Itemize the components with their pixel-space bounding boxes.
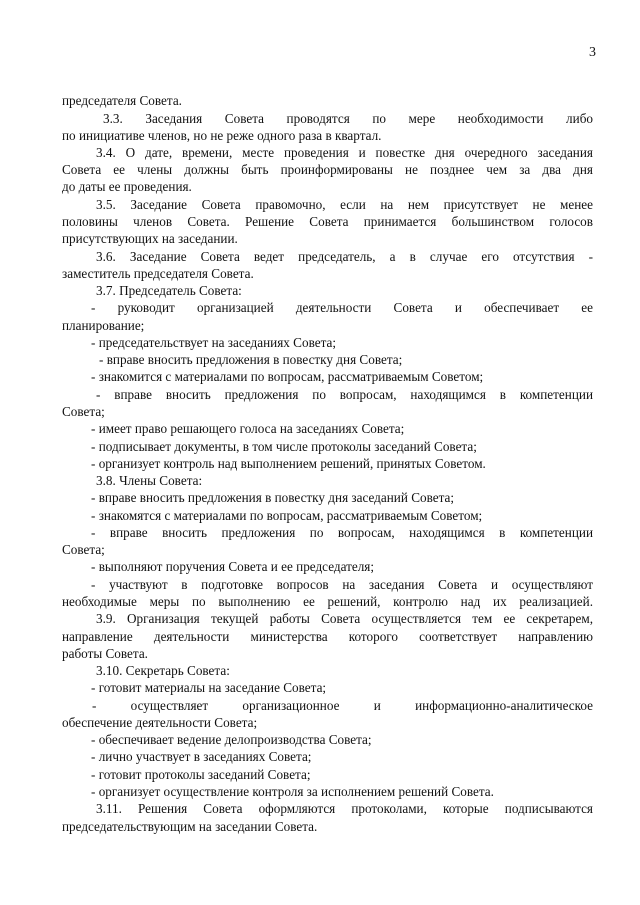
text-line: 3.6. Заседание Совета ведет председатель, а в случае его отсутствия -: [96, 249, 593, 264]
text-line: председателя Совета.: [62, 93, 182, 108]
text-line: до даты ее проведения.: [62, 179, 192, 194]
text-line: по инициативе членов, но не реже одного раза в квартал.: [62, 128, 382, 143]
text-line: - лично участвует в заседаниях Совета;: [91, 749, 312, 764]
text-line: Совета;: [62, 542, 105, 557]
text-line: 3.8. Члены Совета:: [96, 473, 203, 488]
text-line: 3.10. Секретарь Совета:: [96, 663, 230, 678]
text-line: работы Совета.: [62, 646, 148, 661]
text-line: направление деятельности министерства которого соответствует направлению: [62, 629, 593, 644]
text-line: 3.3. Заседания Совета проводятся по мере необходимости либо: [103, 111, 593, 126]
text-line: - готовит протоколы заседаний Совета;: [91, 767, 311, 782]
text-line: - организует осуществление контроля за исполнением решений Совета.: [91, 784, 494, 799]
text-line: половины членов Совета. Решение Совета принимается большинством голосов: [62, 214, 593, 229]
text-line: обеспечение деятельности Совета;: [62, 715, 258, 730]
text-line: - имеет право решающего голоса на заседаниях Совета;: [91, 421, 405, 436]
text-line: присутствующих на заседании.: [62, 231, 238, 246]
text-line: 3.4. О дате, времени, месте проведения и повестке дня очередного заседания: [96, 145, 593, 160]
text-line: Совета;: [62, 404, 105, 419]
text-line: необходимые меры по выполнению ее решений, контролю над их реализацией.: [62, 594, 593, 609]
text-line: планирование;: [62, 318, 145, 333]
text-line: Совета ее члены должны быть проинформированы не позднее чем за два дня: [62, 162, 593, 177]
page-number: 3: [589, 45, 596, 60]
text-line: - осуществляет организационное и информационно-аналитическое: [92, 698, 593, 713]
text-line: - председательствует на заседаниях Совета;: [91, 335, 337, 350]
text-line: - знакомится с материалами по вопросам, рассматриваемым Советом;: [91, 369, 484, 384]
text-line: 3.11. Решения Совета оформляются протоколами, которые подписываются: [96, 801, 593, 816]
text-line: 3.7. Председатель Совета:: [96, 283, 242, 298]
text-line: - подписывает документы, в том числе протоколы заседаний Совета;: [91, 439, 477, 454]
text-line: председательствующим на заседании Совета.: [62, 819, 318, 834]
text-line: - вправе вносить предложения в повестку дня Совета;: [99, 352, 403, 367]
text-line: 3.9. Организация текущей работы Совета осуществляется тем ее секретарем,: [96, 611, 593, 626]
text-line: - вправе вносить предложения по вопросам, находящимся в компетенции: [96, 387, 593, 402]
text-line: - вправе вносить предложения в повестку дня заседаний Совета;: [91, 490, 455, 505]
text-line: - руководит организацией деятельности Совета и обеспечивает ее: [91, 300, 593, 315]
text-line: 3.5. Заседание Совета правомочно, если на нем присутствует не менее: [96, 197, 593, 212]
text-line: - обеспечивает ведение делопроизводства Совета;: [91, 732, 372, 747]
text-line: - выполняют поручения Совета и ее председателя;: [91, 559, 375, 574]
text-line: - готовит материалы на заседание Совета;: [91, 680, 327, 695]
text-line: - знакомятся с материалами по вопросам, рассматриваемым Советом;: [91, 508, 483, 523]
text-line: заместитель председателя Совета.: [62, 266, 254, 281]
text-line: - организует контроль над выполнением решений, принятых Советом.: [91, 456, 486, 471]
text-line: - участвуют в подготовке вопросов на заседания Совета и осуществляют: [91, 577, 593, 592]
text-line: - вправе вносить предложения по вопросам, находящимся в компетенции: [91, 525, 593, 540]
